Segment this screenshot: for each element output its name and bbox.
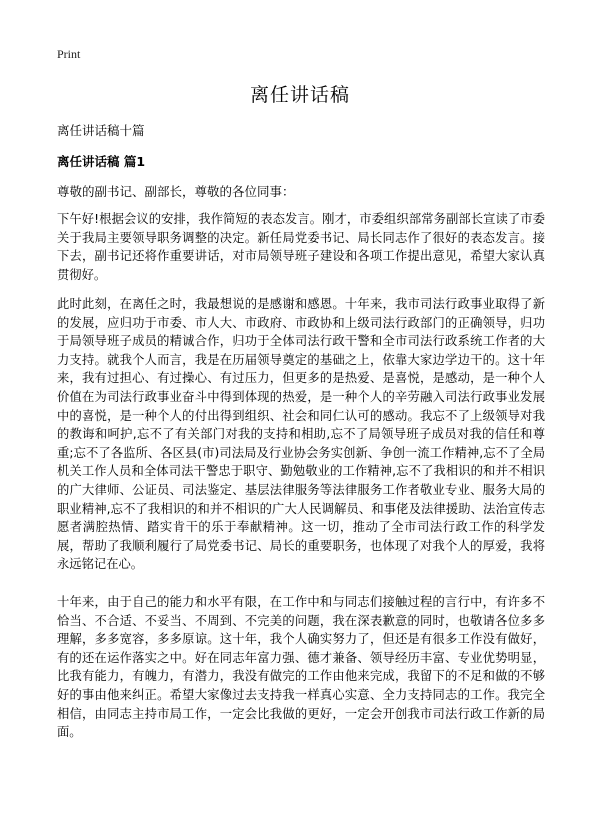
paragraph-3: 十年来，由于自己的能力和水平有限，在工作中和与同志们接触过程的言行中，有许多不恰当、不合适、不妥当、不周到、不完美的问题，我在深表歉意的同时，也敬请各位多多理解，多多宽容，多多原谅。这十年，我个人确实努力了，但还是有很多工作没有做好，有的还在运作落实之中。好在同志年富力强、德才兼备、领导经历丰富、专业优势明显，比我有能力，有魄力，有潜力，我没有做完的工作由他来完成，我留下的不足和做的不够好的事由他来纠正。希望大家像过去支持我一样真心实意、全力支持同志的工作。我完全相信，由同志主持市局工作，一定会比我做的更好，一定会开创我市司法行政工作新的局面。	[57, 595, 545, 740]
paragraph-1: 下午好!根据会议的安排，我作简短的表态发言。刚才，市委组织部常务副部长宣读了市委关于我局主要领导职务调整的决定。新任局党委书记、局长同志作了很好的表态发言。接下去，副书记还将作重要讲话，对市局领导班子建设和各项工作提出意见，希望大家认真贯彻好。	[57, 212, 545, 282]
page-title: 离任讲话稿	[249, 84, 350, 106]
greeting-line: 尊敬的副书记、副部长，尊敬的各位同事：	[57, 184, 295, 199]
print-link[interactable]: Print	[57, 47, 81, 61]
paragraph-2: 此时此刻，在离任之时，我最想说的是感谢和感恩。十年来，我市司法行政事业取得了新的发展，应归功于市委、市人大、市政府、市政协和上级司法行政部门的正确领导，归功于局领导班子成员的精诚合作，归功于全体司法行政干警和全市司法行政系统工作者的大力支持。就我个人而言，我是在历届领导奠定的基础之上，依靠大家边学边干的。这十年来，我有过担心、有过操心、有过压力，但更多的是热爱、是喜悦，是感动，是一种个人价值在为司法行政事业奋斗中得到体现的热爱，是一种个人的辛劳融入司法行政事业发展中的喜悦，是一种个人的付出得到组织、社会和同仁认可的感动。我忘不了上级领导对我的教诲和呵护,忘不了有关部门对我的支持和相助,忘不了局领导班子成员对我的信任和尊重;忘不了各监所、各区县(市)司法局及行业协会务实创新、争创一流工作精神,忘不了全局机关工作人员和全体司法干警忠于职守、勤勉敬业的工作精神,忘不了我相识的和并不相识的广大律师、公证员、司法鉴定、基层法律服务等法律服务工作者敬业专业、服务大局的职业精神,忘不了我相识的和并不相识的广大人民调解员、和事佬及法律援助、法治宣传志愿者满腔热情、踏实肯干的乐于奉献精神。这一切，推动了全市司法行政工作的科学发展，帮助了我顺利履行了局党委书记、局长的重要职务，也体现了对我个人的厚爱，我将永远铭记在心。	[57, 297, 545, 572]
section-heading: 离任讲话稿 篇1	[57, 154, 146, 169]
document-subtitle: 离任讲话稿十篇	[57, 123, 145, 138]
